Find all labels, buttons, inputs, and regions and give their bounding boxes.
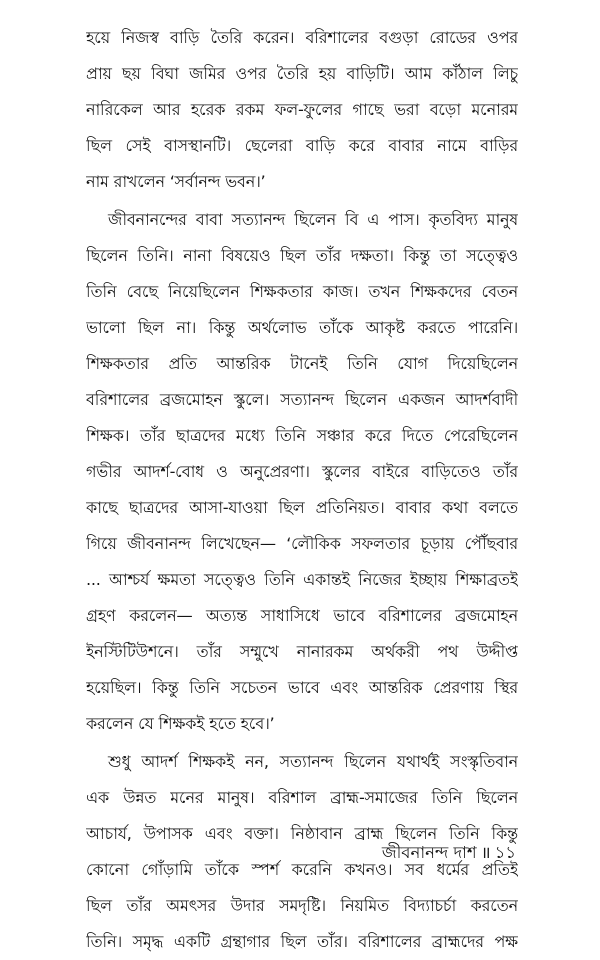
text-line: নারিকেল আর হরেক রকম ফল-ফুলের গাছে ভরা বড়ো মনোরম [86,100,518,119]
text-line: তিনি বেছে নিয়েছিলেন শিক্ষকতার কাজ। তখন শিক্ষকদের বেতন [86,282,518,301]
text-line: এক উন্নত মনের মানুষ। বরিশাল ব্রাহ্ম-সমাজের তিনি ছিলেন [86,788,518,807]
text-line: ভালো ছিল না। কিন্তু অর্থলোভ তাঁকে আকৃষ্ট করতে পারেনি। [86,318,518,337]
text-line: কাছে ছাত্রদের আসা-যাওয়া ছিল প্রতিনিয়ত। বাবার কথা বলতে [86,498,518,517]
text-line: আচার্য, উপাসক এবং বক্তা। নিষ্ঠাবান ব্রাহ্ম ছিলেন তিনি কিন্তু [86,824,518,843]
footer-author: জীবনানন্দ দাশ [381,843,477,862]
text-line: হয়েছিল। কিন্তু তিনি সচেতন ভাবে এবং আন্তরিক প্রেরণায় স্থির [86,678,518,697]
page-number: ১১ [494,843,516,862]
text-line: প্রায় ছয় বিঘা জমির ওপর তৈরি হয় বাড়িটি। আম কাঁঠাল লিচু [86,64,518,83]
text-line: ছিলেন তিনি। নানা বিষয়েও ছিল তাঁর দক্ষতা। কিন্তু তা সত্ত্বেও [86,246,518,265]
text-line: ইনস্টিটিউশনে। তাঁর সম্মুখে নানারকম অর্থকরী পথ উদ্দীপ্ত [86,642,518,661]
text-line: তিনি। সমৃদ্ধ একটি গ্রন্থাগার ছিল তাঁর। বরিশালের ব্রাহ্মদের পক্ষ [86,932,518,951]
text-line: গ্রহণ করলেন— অত্যন্ত সাধাসিধে ভাবে বরিশালের ব্রজমোহন [86,606,518,625]
text-line: গিয়ে জীবনানন্দ লিখেছেন— ‘লৌকিক সফলতার চূড়ায় পৌঁছবার [86,534,518,553]
text-line: শিক্ষক। তাঁর ছাত্রদের মধ্যে তিনি সঞ্চার করে দিতে পেরেছিলেন [86,426,518,445]
text-line: হয়ে নিজস্ব বাড়ি তৈরি করেন। বরিশালের বগুড়া রোডের ওপর [86,28,518,47]
text-line: কোনো গোঁড়ামি তাঁকে স্পর্শ করেনি কখনও। সব ধর্মের প্রতিই [86,860,518,879]
running-footer [382,838,516,868]
footer-separator: ॥ [480,843,491,862]
text-line: গভীর আদর্শ-বোধ ও অনুপ্রেরণা। স্কুলের বাইরে বাড়িতেও তাঁর [86,462,518,481]
text-line: নাম রাখলেন ‘সর্বানন্দ ভবন।’ [86,172,266,191]
text-line: বরিশালের ব্রজমোহন স্কুলে। সত্যানন্দ ছিলেন একজন আদর্শবাদী [86,390,518,409]
text-line: জীবনানন্দের বাবা সত্যানন্দ ছিলেন বি এ পাস। কৃতবিদ্য মানুষ [108,210,518,229]
text-line: শুধু আদর্শ শিক্ষকই নন, সত্যানন্দ ছিলেন যথার্থই সংস্কৃতিবান [108,752,518,771]
text-line: ... আশ্চর্য ক্ষমতা সত্ত্বেও তিনি একান্তই নিজের ইচ্ছায় শিক্ষাব্রতই [86,570,518,589]
text-line: ছিল তাঁর অমৎসর উদার সমদৃষ্টি। নিয়মিত বিদ্যাচর্চা করতেন [86,896,518,915]
text-line: করলেন যে শিক্ষকই হতে হবে।’ [86,714,275,733]
text-line: ছিল সেই বাসস্থানটি। ছেলেরা বাড়ি করে বাবার নামে বাড়ির [86,136,518,155]
text-line: শিক্ষকতার প্রতি আন্তরিক টানেই তিনি যোগ দিয়েছিলেন [86,354,518,373]
